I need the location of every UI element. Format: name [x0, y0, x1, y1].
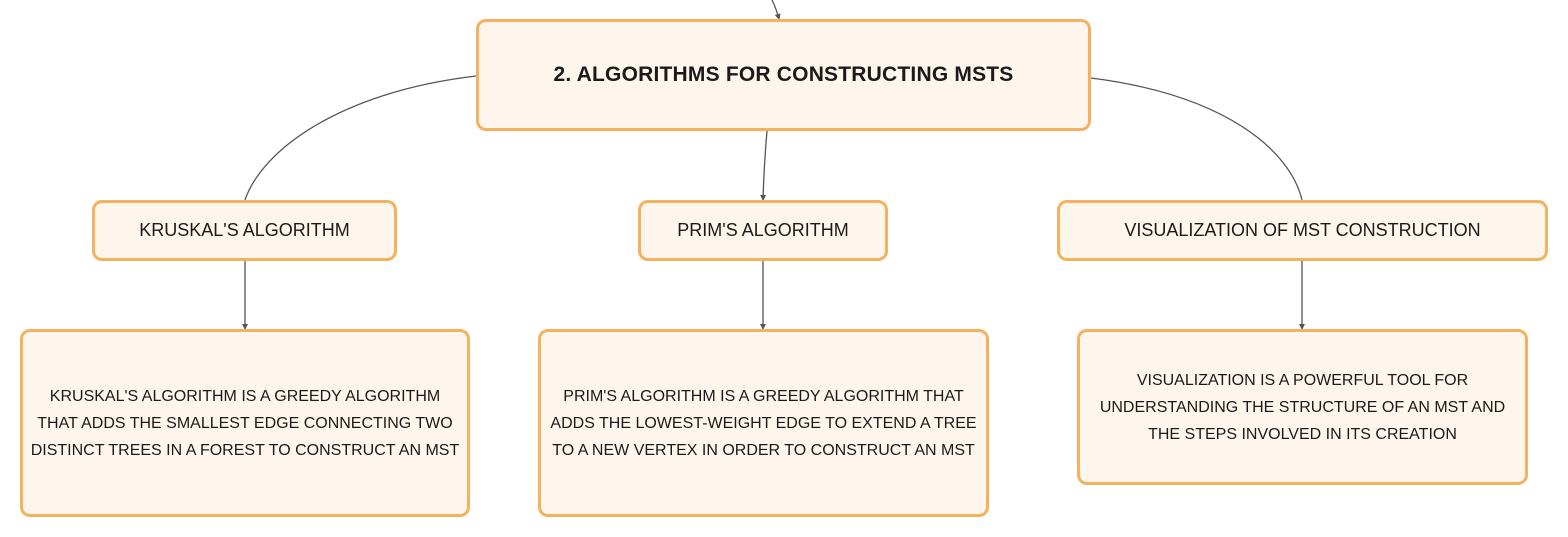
prim-detail-node[interactable]: [538, 329, 989, 517]
kruskal-detail-node[interactable]: [20, 329, 470, 517]
kruskal-topic-node[interactable]: [92, 200, 397, 261]
connector-root-to-prim: [763, 131, 767, 200]
visualization-topic-label: VISUALIZATION OF MST CONSTRUCTION: [1124, 220, 1481, 240]
visualization-detail-text: VISUALIZATION IS A POWERFUL TOOL FOR UNDERSTANDING THE STRUCTURE OF AN MST AND THE STEPS INVOLVED IN ITS CREATION: [1099, 371, 1506, 443]
visualization-topic-node[interactable]: [1057, 200, 1548, 261]
prim-topic-node[interactable]: [638, 200, 888, 261]
incoming-connector: [772, 0, 779, 19]
connector-root-to-kruskal: [245, 76, 476, 200]
prim-topic-label: PRIM'S ALGORITHM: [677, 220, 849, 240]
root-label: 2. ALGORITHMS FOR CONSTRUCTING MSTS: [553, 63, 1014, 86]
connector-root-to-visualization: [1091, 78, 1302, 200]
kruskal-topic-label: KRUSKAL'S ALGORITHM: [139, 220, 350, 240]
kruskal-detail-text: KRUSKAL'S ALGORITHM IS A GREEDY ALGORITHM THAT ADDS THE SMALLEST EDGE CONNECTING TWO DISTINCT TREES IN A FOREST TO CONSTRUCT AN MST: [30, 387, 460, 459]
prim-detail-text: PRIM'S ALGORITHM IS A GREEDY ALGORITHM THAT ADDS THE LOWEST-WEIGHT EDGE TO EXTEND A TREE TO A NEW VERTEX IN ORDER TO CONSTRUCT AN MST: [550, 387, 977, 459]
root-node[interactable]: [476, 19, 1091, 131]
visualization-detail-node[interactable]: [1077, 329, 1528, 485]
